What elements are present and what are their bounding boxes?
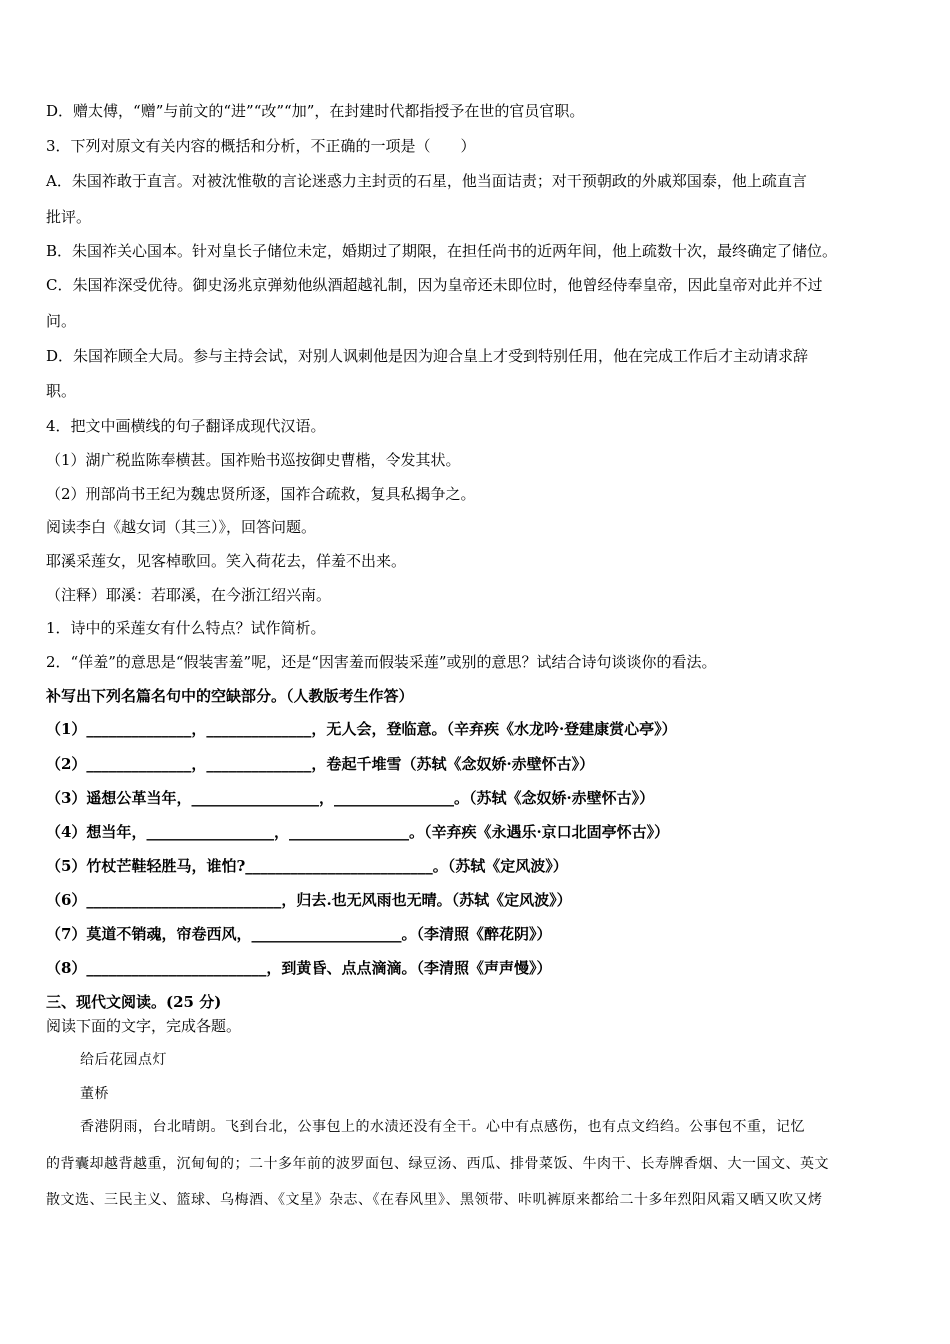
article-paragraph-cont: 的背囊却越背越重，沉甸甸的；二十多年前的波罗面包、绿豆汤、西瓜、排骨菜饭、牛肉干、长寿牌香烟、大一国文、英文 — [46, 1156, 829, 1172]
fill-blank-item: （5）竹杖芒鞋轻胜马，谁怕?_________________________。（苏轼《定风波》） — [46, 857, 568, 875]
fill-blank-item: （2）______________，______________，卷起千堆雪（苏轼《念奴娇·赤壁怀古》） — [46, 755, 595, 773]
fill-blank-item: （6）__________________________，归去.也无风雨也无晴。（苏轼《定风波》） — [46, 891, 572, 909]
fill-blank-item: （3）遥想公革当年，_________________，________________。（苏轼《念奴娇·赤壁怀古》） — [46, 789, 655, 807]
option-d-q3-cont: 职。 — [46, 382, 77, 400]
fill-blank-item: （4）想当年，_________________，________________。（辛弃疾《永遇乐·京口北固亭怀古》） — [46, 823, 670, 841]
article-title: 给后花园点灯 — [80, 1052, 167, 1068]
section-3-heading: 三、现代文阅读。(25 分) — [46, 993, 222, 1011]
poem-question-2: 2．“佯羞”的意思是“假装害羞”呢，还是“因害羞而假装采莲”或别的意思？试结合诗句谈谈你的看法。 — [46, 653, 717, 671]
article-paragraph: 香港阴雨，台北晴朗。飞到台北，公事包上的水渍还没有全干。心中有点感伤，也有点文绉绉。公事包不重，记忆 — [80, 1119, 805, 1135]
option-c-q3: C．朱国祚深受优待。御史汤兆京弹劾他纵酒超越礼制，因为皇帝还未即位时，他曾经侍奉皇帝，因此皇帝对此并不过 — [46, 276, 823, 294]
question-3: 3．下列对原文有关内容的概括和分析，不正确的一项是（ ） — [46, 137, 476, 155]
poem-note: （注释）耶溪：若耶溪，在今浙江绍兴南。 — [46, 586, 332, 604]
question-4-part-2: （2）刑部尚书王纪为魏忠贤所逐，国祚合疏救，复具私揭争之。 — [46, 485, 476, 503]
section-3-instruction: 阅读下面的文字，完成各题。 — [46, 1017, 242, 1035]
option-a-q3-cont: 批评。 — [46, 208, 92, 226]
article-author: 董桥 — [80, 1086, 109, 1102]
option-c-q3-cont: 问。 — [46, 312, 77, 330]
option-a-q3: A．朱国祚敢于直言。对被沈惟敬的言论迷惑力主封贡的石星，他当面诘责；对干预朝政的外戚郑国泰，他上疏直言 — [46, 172, 807, 190]
option-d-q2: D．赠太傅，“赠”与前文的“进”“改”“加”，在封建时代都指授予在世的官员官职。 — [46, 102, 585, 120]
option-d-q3: D．朱国祚顾全大局。参与主持会试，对别人讽刺他是因为迎合皇上才受到特别任用，他在完成工作后才主动请求辞 — [46, 347, 809, 365]
fill-blank-item: （1）______________，______________，无人会，登临意。（辛弃疾《水龙吟·登建康赏心亭》） — [46, 720, 677, 738]
article-paragraph-cont: 散文选、三民主义、篮球、乌梅酒、《文星》杂志、《在春风里》、黑领带、咔叽裤原来都给二十多年烈阳风霜又晒又吹又烤 — [46, 1192, 823, 1208]
fill-blank-item: （7）莫道不销魂，帘卷西风，____________________。（李清照《醉花阴》） — [46, 925, 552, 943]
poem-text: 耶溪采莲女，见客棹歌回。笑入荷花去，佯羞不出来。 — [46, 552, 407, 570]
poem-section-intro: 阅读李白《越女词（其三）》，回答问题。 — [46, 518, 317, 536]
question-4-part-1: （1）湖广税监陈奉横甚。国祚贻书巡按御史曹楷，令发其状。 — [46, 451, 461, 469]
fill-blank-item: （8）________________________，到黄昏、点点滴滴。（李清照《声声慢》） — [46, 959, 552, 977]
fill-blank-title: 补写出下列名篇名句中的空缺部分。（人教版考生作答） — [46, 687, 414, 705]
option-b-q3: B．朱国祚关心国本。针对皇长子储位未定，婚期过了期限，在担任尚书的近两年间，他上疏数十次，最终确定了储位。 — [46, 242, 838, 260]
poem-question-1: 1．诗中的采莲女有什么特点？试作简析。 — [46, 619, 326, 637]
question-4: 4．把文中画横线的句子翻译成现代汉语。 — [46, 417, 326, 435]
